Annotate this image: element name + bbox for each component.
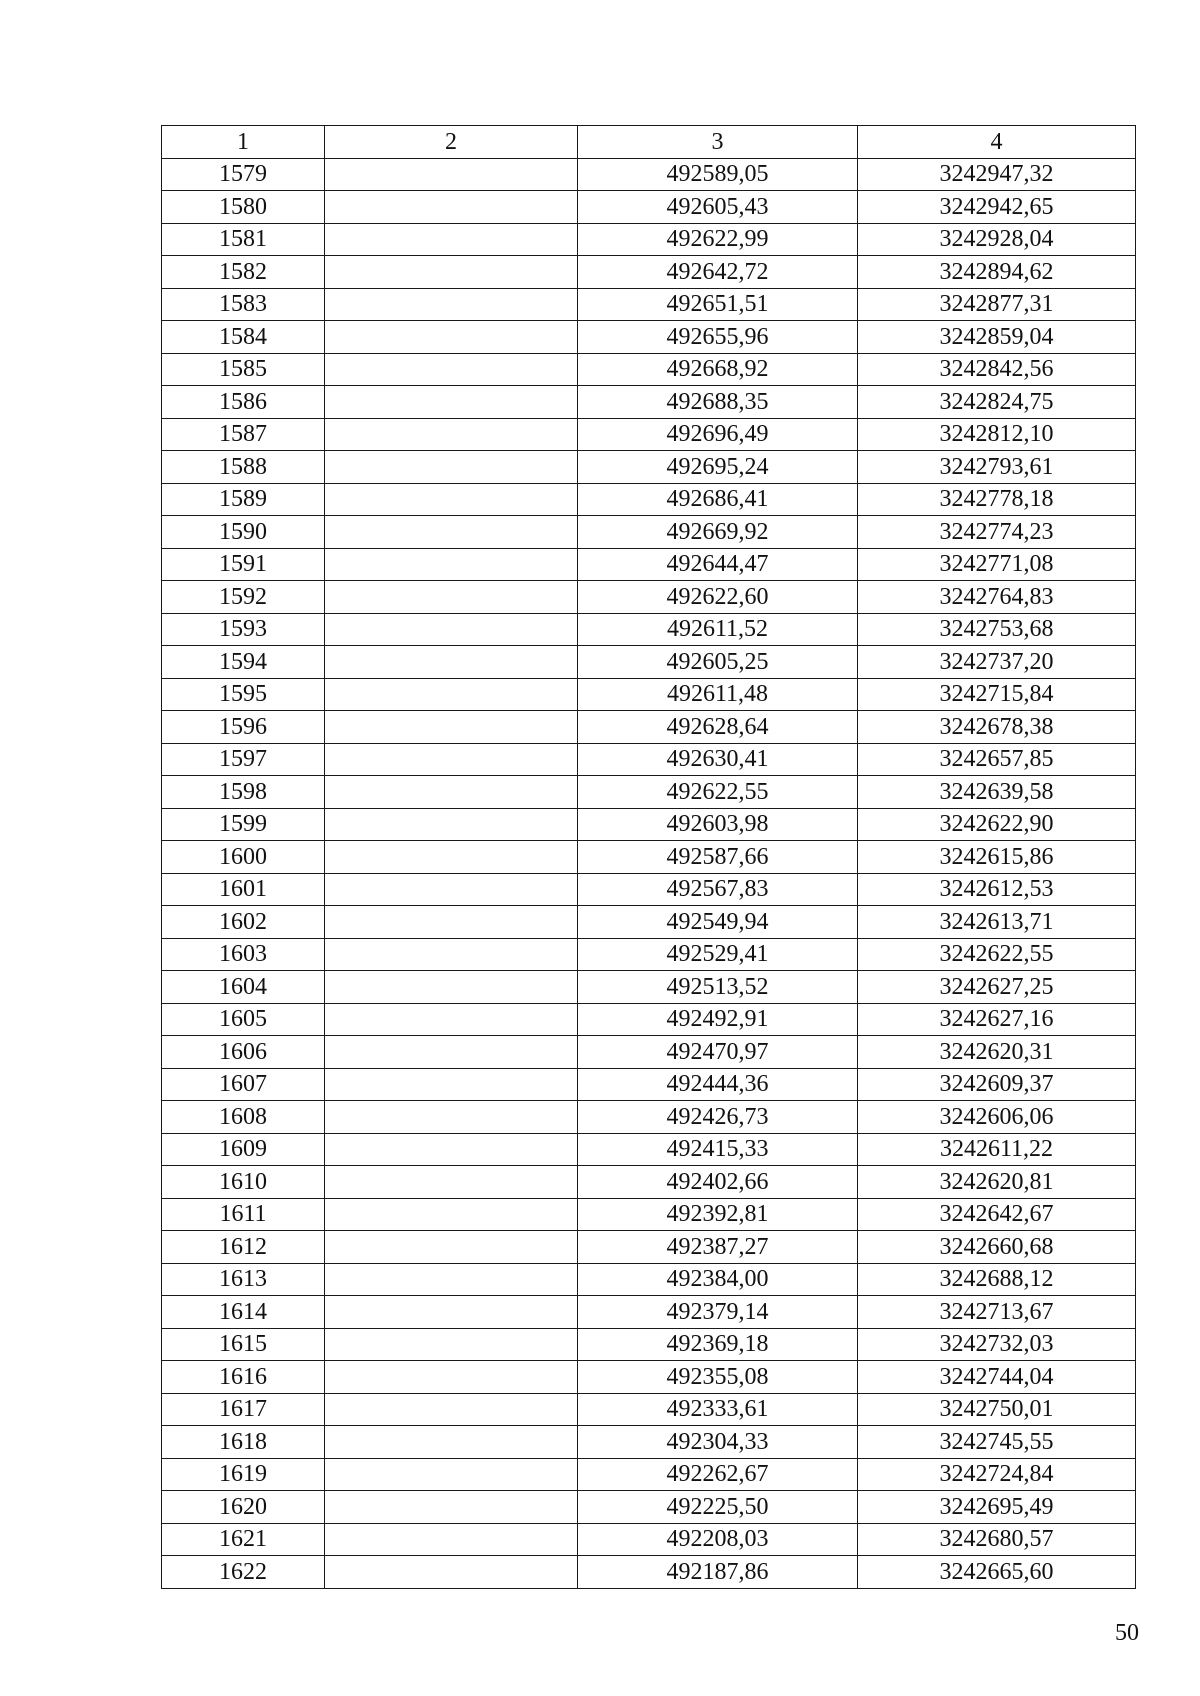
table-cell-col1: 1591 [162,548,325,581]
table-cell-col2 [325,613,578,646]
table-cell-col2 [325,711,578,744]
table-row [162,1491,1136,1524]
table-cell-col4: 3242724,84 [858,1458,1136,1491]
table-cell-col1: 1580 [162,191,325,224]
table-cell-col2 [325,516,578,549]
table-cell-col3: 492304,33 [578,1426,858,1459]
table-cell-col2 [325,353,578,386]
table-header [162,126,1136,159]
table-cell-col3: 492642,72 [578,256,858,289]
table-row [162,613,1136,646]
table-row [162,321,1136,354]
table-row [162,873,1136,906]
table-row [162,1556,1136,1589]
table-cell-col2 [325,776,578,809]
table-cell-col4: 3242771,08 [858,548,1136,581]
table-cell-col4: 3242613,71 [858,906,1136,939]
table-cell-col3: 492355,08 [578,1361,858,1394]
table-cell-col4: 3242859,04 [858,321,1136,354]
table-cell-col3: 492589,05 [578,158,858,191]
table-row [162,256,1136,289]
table-cell-col4: 3242680,57 [858,1523,1136,1556]
table-row [162,1166,1136,1199]
table-row [162,1523,1136,1556]
table-cell-col3: 492611,48 [578,678,858,711]
table-cell-col4: 3242639,58 [858,776,1136,809]
table-cell-col2 [325,1198,578,1231]
table-cell-col3: 492470,97 [578,1036,858,1069]
table-cell-col1: 1607 [162,1068,325,1101]
column-header-1: 1 [162,126,325,159]
table-cell-col2 [325,938,578,971]
table-cell-col1: 1594 [162,646,325,679]
table-cell-col4: 3242764,83 [858,581,1136,614]
table-cell-col2 [325,223,578,256]
table-cell-col1: 1585 [162,353,325,386]
table-row [162,906,1136,939]
coordinates-table [161,125,1136,1589]
table-cell-col4: 3242737,20 [858,646,1136,679]
table-cell-col4: 3242842,56 [858,353,1136,386]
table-cell-col4: 3242642,67 [858,1198,1136,1231]
table-cell-col3: 492567,83 [578,873,858,906]
table-row [162,938,1136,971]
table-cell-col2 [325,841,578,874]
table-row [162,808,1136,841]
table-cell-col3: 492587,66 [578,841,858,874]
table-cell-col2 [325,256,578,289]
table-cell-col1: 1581 [162,223,325,256]
table-row [162,1426,1136,1459]
table-cell-col3: 492384,00 [578,1263,858,1296]
table-cell-col3: 492655,96 [578,321,858,354]
table-row [162,1458,1136,1491]
table-cell-col1: 1620 [162,1491,325,1524]
column-header-3: 3 [578,126,858,159]
table-cell-col4: 3242615,86 [858,841,1136,874]
table-cell-col3: 492696,49 [578,418,858,451]
table-cell-col4: 3242947,32 [858,158,1136,191]
table-cell-col4: 3242620,31 [858,1036,1136,1069]
table-cell-col1: 1595 [162,678,325,711]
table-cell-col2 [325,483,578,516]
table-row [162,1101,1136,1134]
table-cell-col3: 492225,50 [578,1491,858,1524]
table-cell-col3: 492492,91 [578,1003,858,1036]
table-cell-col4: 3242609,37 [858,1068,1136,1101]
table-cell-col3: 492603,98 [578,808,858,841]
table-cell-col3: 492513,52 [578,971,858,1004]
table-cell-col1: 1605 [162,1003,325,1036]
table-cell-col1: 1579 [162,158,325,191]
table-cell-col3: 492611,52 [578,613,858,646]
table-cell-col4: 3242894,62 [858,256,1136,289]
table-cell-col1: 1618 [162,1426,325,1459]
header-row [162,126,1136,159]
table-cell-col2 [325,1296,578,1329]
table-cell-col2 [325,1166,578,1199]
table-cell-col4: 3242657,85 [858,743,1136,776]
table-cell-col3: 492208,03 [578,1523,858,1556]
table-cell-col1: 1593 [162,613,325,646]
table-cell-col1: 1596 [162,711,325,744]
table-cell-col1: 1617 [162,1393,325,1426]
table-cell-col3: 492630,41 [578,743,858,776]
table-cell-col2 [325,873,578,906]
table-cell-col2 [325,1458,578,1491]
table-cell-col2 [325,1003,578,1036]
table-row [162,483,1136,516]
table-cell-col4: 3242750,01 [858,1393,1136,1426]
table-cell-col4: 3242695,49 [858,1491,1136,1524]
table-cell-col4: 3242627,25 [858,971,1136,1004]
table-cell-col3: 492392,81 [578,1198,858,1231]
table-cell-col1: 1609 [162,1133,325,1166]
table-row [162,971,1136,1004]
table-cell-col3: 492668,92 [578,353,858,386]
table-cell-col3: 492387,27 [578,1231,858,1264]
table-cell-col4: 3242606,06 [858,1101,1136,1134]
table-cell-col3: 492686,41 [578,483,858,516]
table-cell-col2 [325,678,578,711]
table-cell-col3: 492622,60 [578,581,858,614]
table-cell-col4: 3242753,68 [858,613,1136,646]
table-cell-col2 [325,1556,578,1589]
table-cell-col1: 1589 [162,483,325,516]
table-cell-col1: 1610 [162,1166,325,1199]
table-cell-col3: 492402,66 [578,1166,858,1199]
table-cell-col1: 1590 [162,516,325,549]
table-cell-col1: 1592 [162,581,325,614]
table-row [162,418,1136,451]
table-cell-col3: 492644,47 [578,548,858,581]
table-row [162,1198,1136,1231]
table-cell-col2 [325,1036,578,1069]
table-cell-col1: 1582 [162,256,325,289]
table-row [162,516,1136,549]
column-header-2: 2 [325,126,578,159]
table-cell-col4: 3242688,12 [858,1263,1136,1296]
table-cell-col1: 1614 [162,1296,325,1329]
table-cell-col3: 492622,55 [578,776,858,809]
table-row [162,1003,1136,1036]
table-cell-col1: 1601 [162,873,325,906]
table-cell-col1: 1611 [162,1198,325,1231]
table-cell-col2 [325,321,578,354]
table-cell-col4: 3242715,84 [858,678,1136,711]
table-cell-col2 [325,1426,578,1459]
table-cell-col1: 1604 [162,971,325,1004]
table-row [162,223,1136,256]
table-cell-col3: 492651,51 [578,288,858,321]
table-row [162,646,1136,679]
table-cell-col2 [325,1491,578,1524]
table-cell-col1: 1599 [162,808,325,841]
table-cell-col3: 492622,99 [578,223,858,256]
table-cell-col2 [325,451,578,484]
table-cell-col4: 3242622,90 [858,808,1136,841]
table-cell-col4: 3242622,55 [858,938,1136,971]
table-cell-col2 [325,1393,578,1426]
table-cell-col2 [325,581,578,614]
table-cell-col4: 3242660,68 [858,1231,1136,1264]
table-cell-col3: 492669,92 [578,516,858,549]
table-cell-col3: 492262,67 [578,1458,858,1491]
table-cell-col4: 3242793,61 [858,451,1136,484]
table-cell-col4: 3242665,60 [858,1556,1136,1589]
table-row [162,1328,1136,1361]
table-cell-col2 [325,646,578,679]
table-row [162,1231,1136,1264]
table-cell-col1: 1619 [162,1458,325,1491]
table-cell-col4: 3242678,38 [858,711,1136,744]
table-row [162,841,1136,874]
table-cell-col1: 1588 [162,451,325,484]
table-cell-col1: 1587 [162,418,325,451]
table-cell-col2 [325,1231,578,1264]
page-number: 50 [1115,1620,1139,1646]
table-row [162,1361,1136,1394]
table-row [162,158,1136,191]
table-cell-col3: 492529,41 [578,938,858,971]
table-cell-col3: 492549,94 [578,906,858,939]
table-cell-col1: 1584 [162,321,325,354]
table-cell-col3: 492333,61 [578,1393,858,1426]
column-header-4: 4 [858,126,1136,159]
table-row [162,451,1136,484]
table-cell-col4: 3242778,18 [858,483,1136,516]
table-row [162,678,1136,711]
table-row [162,711,1136,744]
table-row [162,288,1136,321]
table-body [162,158,1136,1588]
table-cell-col1: 1612 [162,1231,325,1264]
table-row [162,548,1136,581]
table-cell-col2 [325,1263,578,1296]
table-cell-col1: 1616 [162,1361,325,1394]
table-cell-col4: 3242812,10 [858,418,1136,451]
table-cell-col3: 492695,24 [578,451,858,484]
table-cell-col3: 492605,43 [578,191,858,224]
table-cell-col2 [325,1361,578,1394]
table-row [162,776,1136,809]
table-row [162,353,1136,386]
table-cell-col1: 1598 [162,776,325,809]
table-cell-col4: 3242627,16 [858,1003,1136,1036]
table-cell-col4: 3242774,23 [858,516,1136,549]
table-cell-col1: 1586 [162,386,325,419]
table-cell-col2 [325,548,578,581]
table-cell-col3: 492426,73 [578,1101,858,1134]
table-row [162,1393,1136,1426]
table-cell-col4: 3242942,65 [858,191,1136,224]
table-cell-col3: 492628,64 [578,711,858,744]
table-row [162,1068,1136,1101]
table-cell-col1: 1606 [162,1036,325,1069]
table-cell-col2 [325,288,578,321]
table-cell-col4: 3242611,22 [858,1133,1136,1166]
table-row [162,581,1136,614]
table-cell-col2 [325,191,578,224]
table-cell-col2 [325,1068,578,1101]
table-cell-col3: 492444,36 [578,1068,858,1101]
table-cell-col3: 492187,86 [578,1556,858,1589]
table-cell-col2 [325,1101,578,1134]
table-cell-col2 [325,418,578,451]
table-cell-col1: 1583 [162,288,325,321]
table-cell-col3: 492379,14 [578,1296,858,1329]
table-cell-col3: 492415,33 [578,1133,858,1166]
table-cell-col4: 3242744,04 [858,1361,1136,1394]
table-cell-col1: 1621 [162,1523,325,1556]
table-cell-col4: 3242745,55 [858,1426,1136,1459]
table-cell-col4: 3242612,53 [858,873,1136,906]
table-cell-col2 [325,1523,578,1556]
table-cell-col4: 3242928,04 [858,223,1136,256]
table-cell-col1: 1602 [162,906,325,939]
table-cell-col2 [325,1133,578,1166]
table-cell-col2 [325,743,578,776]
table-cell-col1: 1615 [162,1328,325,1361]
table-row [162,386,1136,419]
table-cell-col3: 492688,35 [578,386,858,419]
table-cell-col1: 1600 [162,841,325,874]
table-cell-col1: 1613 [162,1263,325,1296]
table-cell-col2 [325,971,578,1004]
table-cell-col2 [325,808,578,841]
table-cell-col4: 3242713,67 [858,1296,1136,1329]
table-row [162,191,1136,224]
table-cell-col4: 3242824,75 [858,386,1136,419]
table-cell-col1: 1608 [162,1101,325,1134]
table-row [162,743,1136,776]
table-cell-col2 [325,158,578,191]
table-cell-col4: 3242620,81 [858,1166,1136,1199]
table-row [162,1263,1136,1296]
table-cell-col4: 3242732,03 [858,1328,1136,1361]
table-cell-col2 [325,386,578,419]
table-cell-col2 [325,1328,578,1361]
table-cell-col2 [325,906,578,939]
table-row [162,1036,1136,1069]
table-cell-col4: 3242877,31 [858,288,1136,321]
table-cell-col3: 492605,25 [578,646,858,679]
table-row [162,1296,1136,1329]
table-cell-col1: 1597 [162,743,325,776]
table-cell-col1: 1603 [162,938,325,971]
table-cell-col1: 1622 [162,1556,325,1589]
table-cell-col3: 492369,18 [578,1328,858,1361]
table-row [162,1133,1136,1166]
